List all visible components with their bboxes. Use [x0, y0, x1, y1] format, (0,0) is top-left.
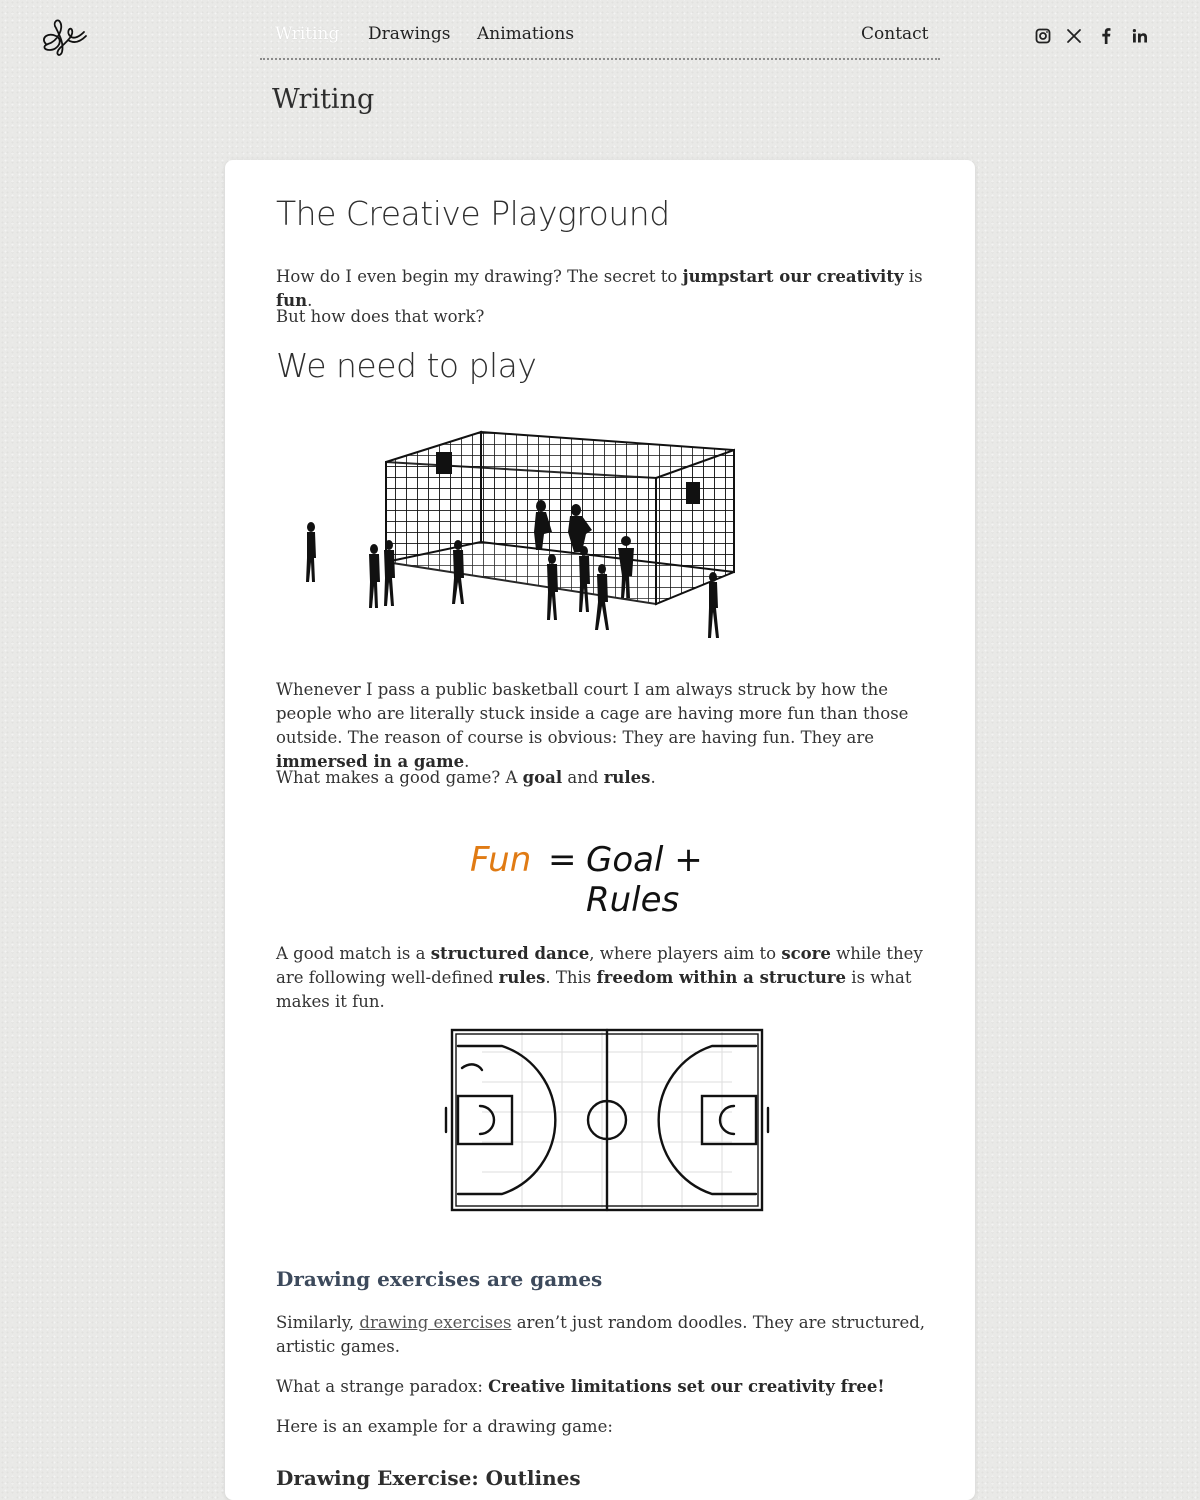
article-card: [225, 160, 975, 1500]
section-heading-exercises: Drawing exercises are games: [276, 1267, 603, 1291]
formula-fun: Fun: [470, 840, 532, 880]
nav-animations[interactable]: Animations: [477, 24, 575, 44]
linkedin-icon[interactable]: [1130, 26, 1150, 46]
nav-contact[interactable]: Contact: [861, 24, 929, 44]
person-figure: [306, 522, 316, 582]
section-heading-play: We need to play: [276, 346, 537, 385]
paradox-paragraph: What a strange paradox: Creative limitations set our creativity free!: [276, 1377, 885, 1396]
x-icon[interactable]: [1064, 26, 1084, 46]
instagram-icon[interactable]: [1033, 26, 1053, 46]
fun-formula: [470, 836, 790, 920]
drawing-exercises-link[interactable]: drawing exercises: [359, 1313, 512, 1332]
structured-dance-paragraph: A good match is a structured dance, where players aim to score while they are following well-defined rules. This freedom within a structure is what makes it fun.: [276, 944, 923, 1011]
formula-equals: =: [548, 840, 577, 880]
similarly-paragraph: Similarly, drawing exercises aren’t just random doodles. They are structured, artistic games.: [276, 1313, 926, 1356]
nav-writing[interactable]: Writing: [275, 24, 340, 44]
basketball-paragraph: Whenever I pass a public basketball court I am always struck by how the people who are literally stuck inside a cage are having more fun than those outside. The reason of course is obvious: They are having fun. They are immersed in a game.: [276, 680, 909, 771]
top-navigation: [260, 22, 940, 60]
basketball-cage-illustration: [296, 422, 736, 652]
formula-goal-rules: Goal + Rules: [586, 840, 703, 920]
example-paragraph: Here is an example for a drawing game:: [276, 1417, 613, 1436]
page-title: Writing: [272, 84, 375, 115]
exercise-heading: Drawing Exercise: Outlines: [276, 1466, 581, 1490]
basketball-court-illustration: [442, 1022, 774, 1218]
facebook-icon[interactable]: [1096, 26, 1116, 46]
nav-drawings[interactable]: Drawings: [368, 24, 451, 44]
intro-paragraph: How do I even begin my drawing? The secret to jumpstart our creativity is fun.: [276, 267, 923, 310]
question-paragraph: But how does that work?: [276, 307, 485, 326]
article-title: The Creative Playground: [276, 194, 670, 233]
good-game-paragraph: What makes a good game? A goal and rules.: [276, 768, 656, 787]
signature-logo[interactable]: [38, 14, 90, 58]
